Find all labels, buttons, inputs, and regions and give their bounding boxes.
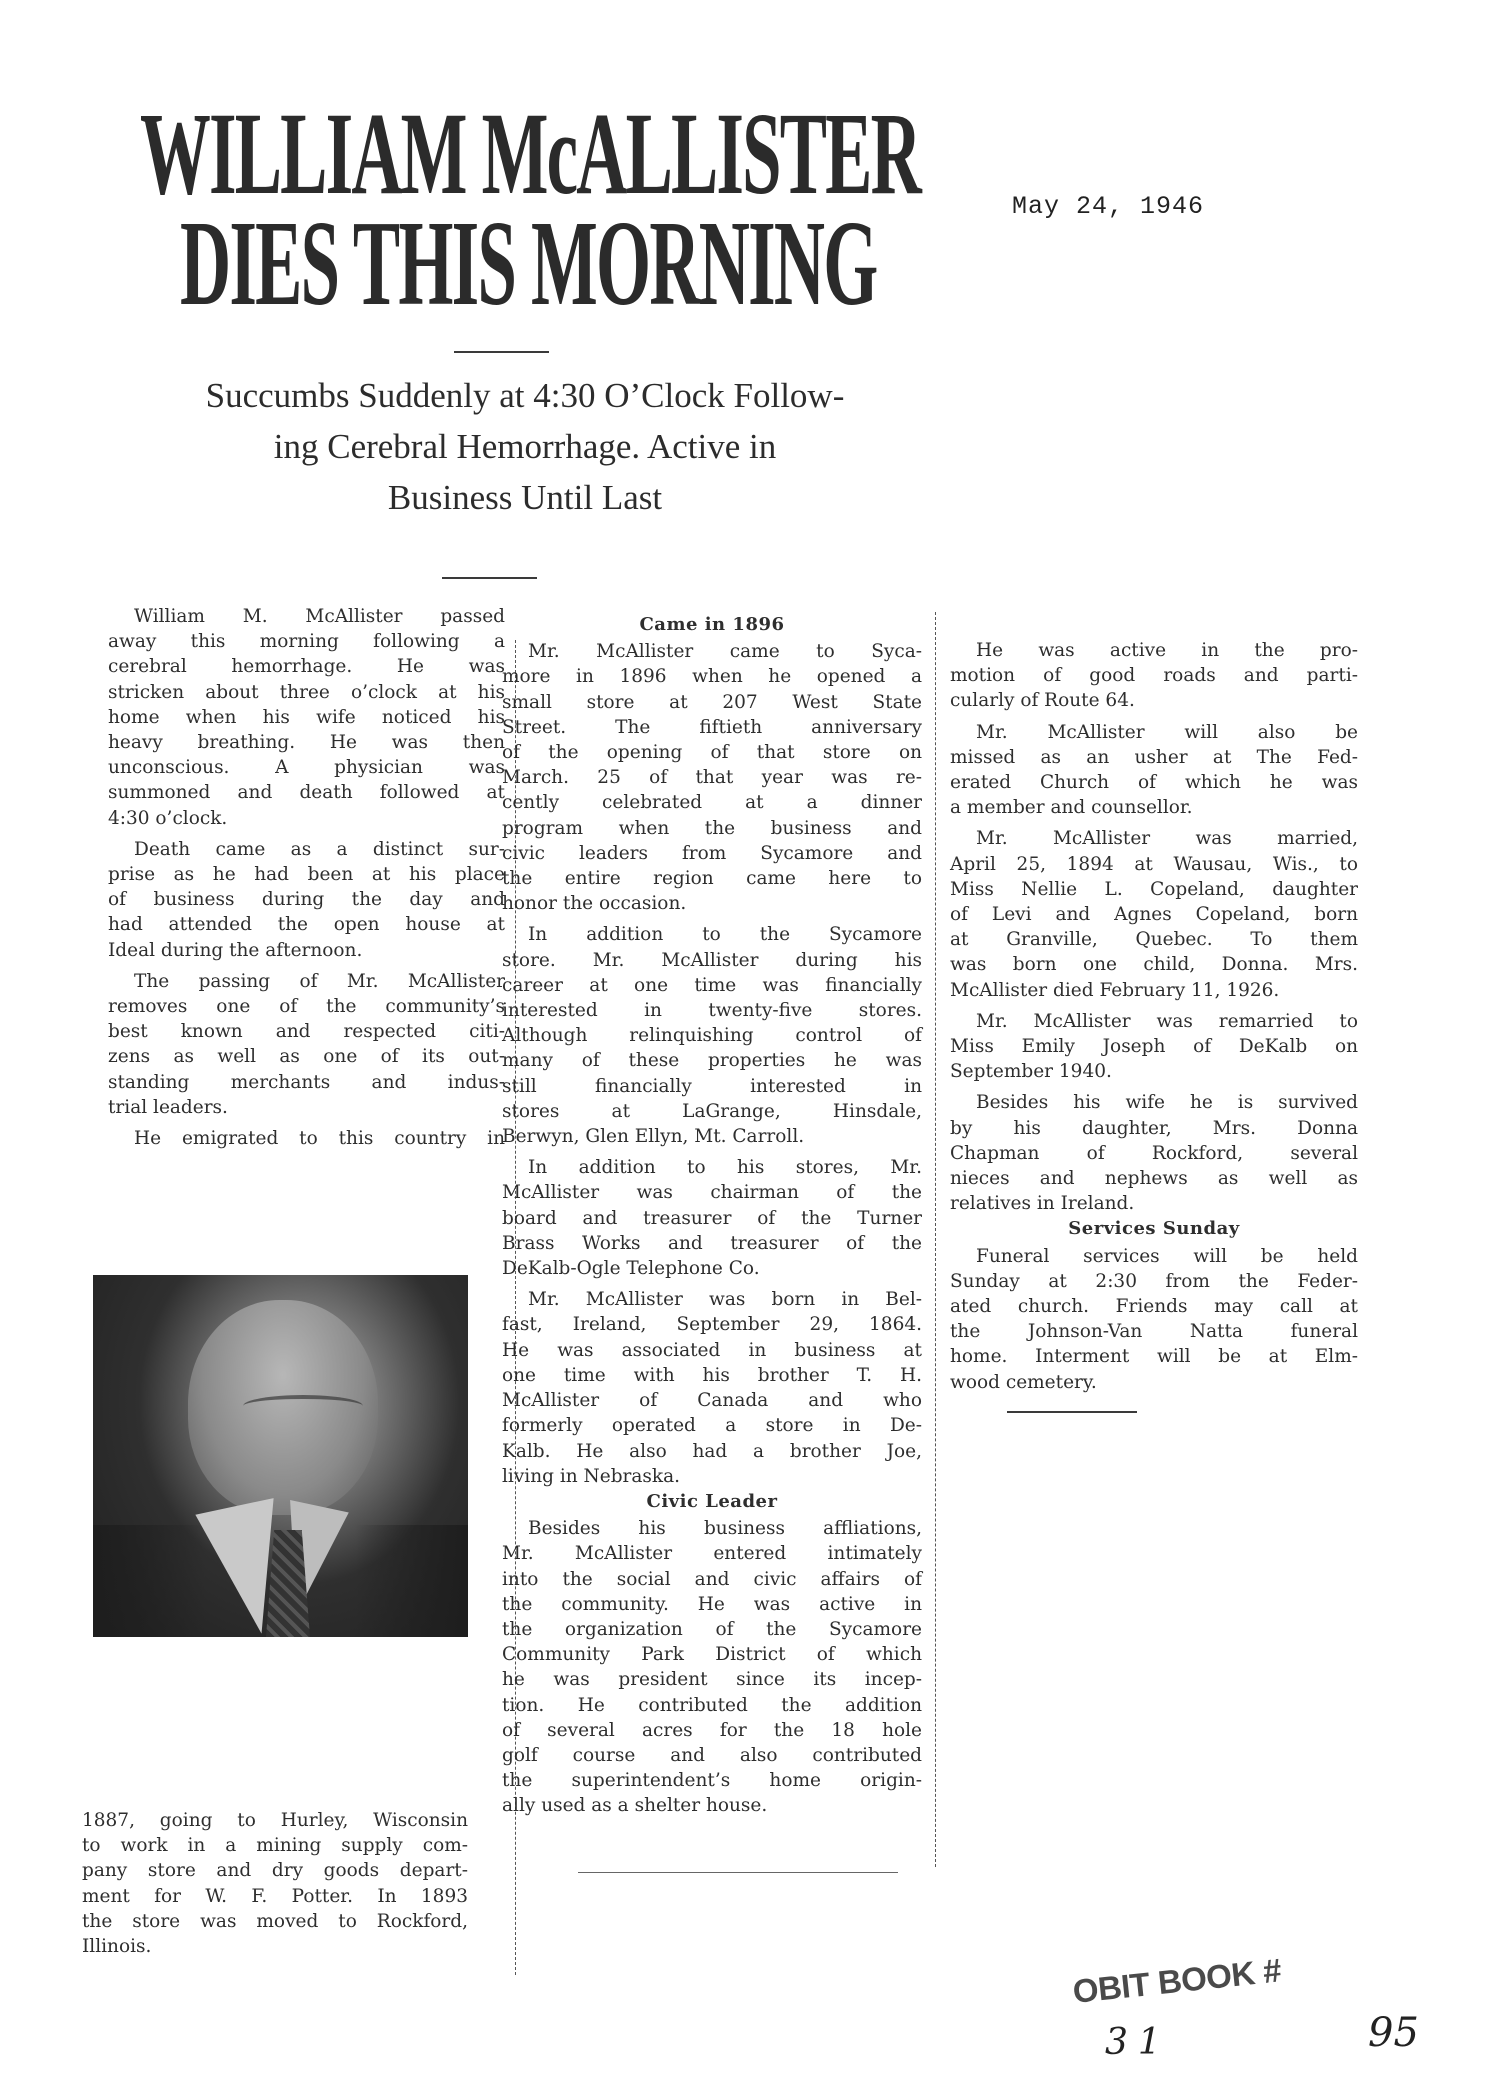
text-line: He emigrated to this country in xyxy=(134,1128,505,1150)
text-line: motion of good roads and parti- xyxy=(950,665,1358,687)
text-line: tion. He contributed the addition xyxy=(502,1694,922,1716)
text-line: had attended the open house at xyxy=(108,914,505,936)
paragraph xyxy=(950,720,1358,821)
text-line: Besides his business affliations, xyxy=(528,1518,922,1540)
photo-eyes xyxy=(243,1395,363,1417)
subheadline-deck xyxy=(110,370,940,523)
text-line: Berwyn, Glen Ellyn, Mt. Carroll. xyxy=(502,1126,805,1148)
text-line: relatives in Ireland. xyxy=(950,1193,1135,1215)
text-line: one time with his brother T. H. xyxy=(502,1364,922,1386)
text-line: a member and counsellor. xyxy=(950,797,1193,819)
text-line: William M. McAllister passed xyxy=(134,606,505,627)
paragraph xyxy=(502,922,922,1149)
text-line: into the social and civic affairs of xyxy=(502,1568,922,1590)
text-line: Kalb. He also had a brother Joe, xyxy=(502,1440,922,1462)
text-line: small store at 207 West State xyxy=(502,691,922,713)
paragraph xyxy=(108,837,505,963)
section-subhead: Came in 1896 xyxy=(639,614,785,635)
text-line: In addition to the Sycamore xyxy=(528,924,922,946)
article-end-rule xyxy=(1007,1411,1137,1413)
headline-line-2: DIES THIS MORNING xyxy=(180,196,877,331)
column-1 xyxy=(108,604,505,1151)
paragraph xyxy=(950,1090,1358,1216)
text-line: April 25, 1894 at Wausau, Wis., to xyxy=(950,853,1358,875)
text-line: Chapman of Rockford, several xyxy=(950,1142,1358,1164)
text-line: the community. He was active in xyxy=(502,1593,922,1615)
text-line: honor the occasion. xyxy=(502,893,687,915)
text-line: civic leaders from Sycamore and xyxy=(502,842,922,864)
headline-line-1: WILLIAM McALLISTER xyxy=(140,88,920,219)
obit-book-stamp: OBIT BOOK # xyxy=(1071,1951,1283,2011)
text-line: Death came as a distinct sur- xyxy=(134,838,505,860)
text-line: 4:30 o’clock. xyxy=(108,807,228,829)
text-line: McAllister died February 11, 1926. xyxy=(950,979,1280,1001)
deck-line: ing Cerebral Hemorrhage. Active in xyxy=(273,427,777,466)
paragraph xyxy=(950,1244,1358,1395)
text-line: nieces and nephews as well as xyxy=(950,1168,1358,1190)
text-line: by his daughter, Mrs. Donna xyxy=(950,1117,1358,1139)
deck-divider xyxy=(442,577,537,579)
paragraph xyxy=(950,826,1358,1002)
text-line: the superintendent’s home origin- xyxy=(502,1770,922,1792)
section-subhead: Civic Leader xyxy=(646,1490,778,1512)
text-line: Brass Works and treasurer of the xyxy=(502,1232,922,1254)
text-line: missed as an usher at The Fed- xyxy=(950,746,1358,768)
text-line: erated Church of which he was xyxy=(950,772,1358,794)
text-line: summoned and death followed at xyxy=(108,782,505,804)
paragraph-continuation xyxy=(82,1808,468,1959)
paragraph xyxy=(108,969,505,1120)
text-line: the organization of the Sycamore xyxy=(502,1618,922,1640)
text-line: formerly operated a store in De- xyxy=(502,1415,922,1437)
headline-divider xyxy=(454,351,549,353)
text-line: trial leaders. xyxy=(108,1096,228,1118)
text-line: McAllister of Canada and who xyxy=(502,1390,922,1412)
paragraph xyxy=(108,604,505,831)
column-3 xyxy=(950,638,1358,1395)
text-line: Although relinquishing control of xyxy=(502,1025,922,1047)
text-line: zens as well as one of its out- xyxy=(108,1046,505,1068)
text-line: prise as he had been at his place xyxy=(108,864,505,886)
paragraph xyxy=(502,1516,922,1818)
text-line: he was president since its incep- xyxy=(502,1669,922,1691)
text-line: Community Park District of which xyxy=(502,1644,922,1666)
column-rule-2 xyxy=(935,612,936,1867)
text-line: Ideal during the afternoon. xyxy=(108,939,363,961)
text-line: fast, Ireland, September 29, 1864. xyxy=(502,1314,922,1336)
text-line: unconscious. A physician was xyxy=(108,757,505,779)
text-line: store. Mr. McAllister during his xyxy=(502,949,922,971)
text-line: of Levi and Agnes Copeland, born xyxy=(950,904,1358,926)
text-line: the entire region came here to xyxy=(502,868,922,890)
text-line: DeKalb-Ogle Telephone Co. xyxy=(502,1258,760,1280)
text-line: was born one child, Donna. Mrs. xyxy=(950,954,1358,976)
paragraph xyxy=(950,638,1358,714)
text-line: He was active in the pro- xyxy=(976,640,1358,661)
text-line: career at one time was financially xyxy=(502,974,922,996)
text-line: more in 1896 when he opened a xyxy=(502,666,922,688)
text-line: Besides his wife he is survived xyxy=(976,1092,1358,1114)
column-2-end-rule xyxy=(578,1872,898,1873)
paragraph xyxy=(950,1009,1358,1085)
text-line: cularly of Route 64. xyxy=(950,690,1135,712)
handwritten-page-number: 95 xyxy=(1368,2010,1419,2056)
text-line: home. Interment will be at Elm- xyxy=(950,1346,1358,1368)
text-line: the Johnson-Van Natta funeral xyxy=(950,1321,1358,1343)
text-line: away this morning following a xyxy=(108,631,505,653)
text-line: Mr. McAllister will also be xyxy=(976,721,1358,743)
text-line: the store was moved to Rockford, xyxy=(82,1910,468,1932)
text-line: stores at LaGrange, Hinsdale, xyxy=(502,1100,922,1122)
text-line: heavy breathing. He was then xyxy=(108,732,505,754)
text-line: 1887, going to Hurley, Wisconsin xyxy=(82,1810,468,1831)
text-line: ment for W. F. Potter. In 1893 xyxy=(82,1885,468,1907)
text-line: pany store and dry goods depart- xyxy=(82,1860,468,1882)
text-line: Mr. McAllister was married, xyxy=(976,828,1358,850)
text-line: many of these properties he was xyxy=(502,1050,922,1072)
text-line: still financially interested in xyxy=(502,1075,922,1097)
text-line: McAllister was chairman of the xyxy=(502,1182,922,1204)
text-line: ated church. Friends may call at xyxy=(950,1296,1358,1318)
text-line: Miss Emily Joseph of DeKalb on xyxy=(950,1036,1358,1058)
text-line: of business during the day and xyxy=(108,889,505,911)
text-line: removes one of the community’s xyxy=(108,996,505,1018)
text-line: Sunday at 2:30 from the Feder- xyxy=(950,1270,1358,1292)
text-line: of several acres for the 18 hole xyxy=(502,1719,922,1741)
text-line: to work in a mining supply com- xyxy=(82,1835,468,1857)
handwritten-book-number: 31 xyxy=(1105,2022,1171,2063)
deck-line: Business Until Last xyxy=(387,478,663,517)
text-line: at Granville, Quebec. To them xyxy=(950,929,1358,951)
text-line: Street. The fiftieth anniversary xyxy=(502,716,922,738)
paragraph xyxy=(502,639,922,916)
portrait-photo xyxy=(93,1275,468,1637)
text-line: March. 25 of that year was re- xyxy=(502,767,922,789)
section-subhead: Services Sunday xyxy=(1068,1218,1240,1240)
headline xyxy=(140,88,955,331)
paragraph xyxy=(108,1126,505,1151)
text-line: Funeral services will be held xyxy=(976,1245,1358,1267)
text-line: ally used as a shelter house. xyxy=(502,1795,768,1817)
column-2 xyxy=(502,612,922,1819)
text-line: In addition to his stores, Mr. xyxy=(528,1157,922,1179)
text-line: Illinois. xyxy=(82,1936,152,1958)
text-line: cerebral hemorrhage. He was xyxy=(108,656,505,678)
text-line: living in Nebraska. xyxy=(502,1465,681,1487)
text-line: best known and respected citi- xyxy=(108,1021,505,1043)
text-line: interested in twenty-five stores. xyxy=(502,1000,922,1022)
text-line: cently celebrated at a dinner xyxy=(502,792,922,814)
text-line: stricken about three o’clock at his xyxy=(108,681,505,703)
text-line: Mr. McAllister entered intimately xyxy=(502,1543,922,1565)
text-line: wood cemetery. xyxy=(950,1371,1097,1393)
text-line: The passing of Mr. McAllister xyxy=(134,970,505,992)
text-line: Mr. McAllister was remarried to xyxy=(976,1010,1358,1032)
text-line: of the opening of that store on xyxy=(502,742,922,764)
text-line: golf course and also contributed xyxy=(502,1744,922,1766)
text-line: board and treasurer of the Turner xyxy=(502,1207,922,1229)
text-line: home when his wife noticed his xyxy=(108,706,505,728)
text-line: He was associated in business at xyxy=(502,1339,922,1361)
column-1-continuation xyxy=(82,1808,468,1959)
paragraph xyxy=(502,1287,922,1489)
typed-date: May 24, 1946 xyxy=(1012,192,1205,221)
text-line: Miss Nellie L. Copeland, daughter xyxy=(950,878,1358,900)
text-line: September 1940. xyxy=(950,1061,1112,1083)
paragraph xyxy=(502,1155,922,1281)
text-line: Mr. McAllister was born in Bel- xyxy=(528,1289,922,1311)
text-line: program when the business and xyxy=(502,817,922,839)
text-line: standing merchants and indus- xyxy=(108,1071,505,1093)
deck-line: Succumbs Suddenly at 4:30 O’Clock Follow- xyxy=(205,376,845,415)
text-line: Mr. McAllister came to Syca- xyxy=(528,641,922,663)
